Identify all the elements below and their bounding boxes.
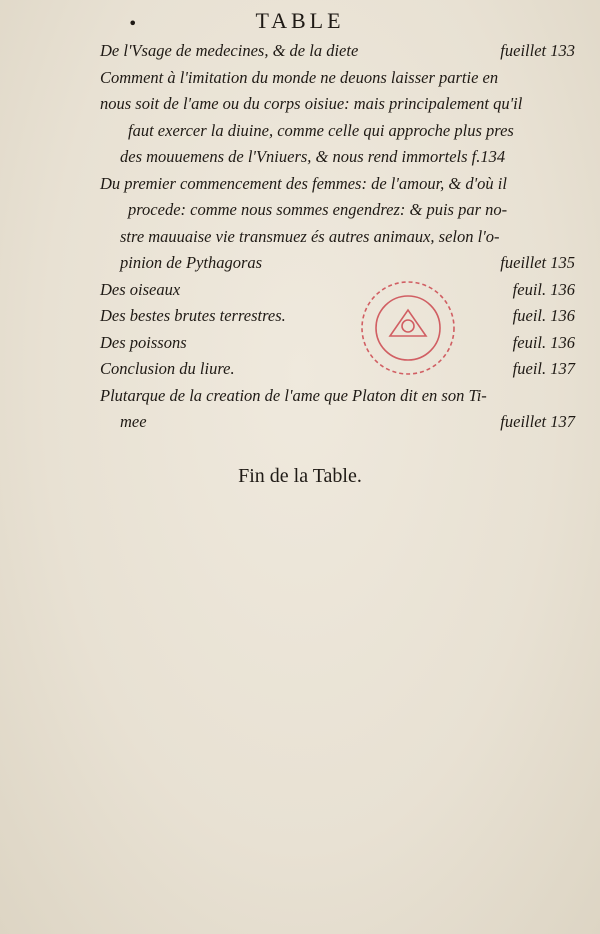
toc-entry-page: feuil. 136 (512, 332, 575, 352)
toc-entry (100, 303, 575, 330)
toc-entry-text: Du premier commencement des femmes: de l'amour, & d'où il (100, 173, 507, 193)
toc-entry (100, 409, 575, 436)
toc-entry-text: De l'Vsage de medecines, & de la diete (100, 41, 359, 60)
toc-entry-text: Comment à l'imitation du monde ne deuons laisser partie en (100, 67, 499, 87)
toc-entry (100, 171, 575, 198)
toc-entry-page: fueillet 137 (500, 412, 575, 431)
toc-entry-text: des mouuemens de l'Vniuers, & nous rend immortels f.134 (120, 147, 506, 166)
toc-entry (100, 250, 575, 277)
toc-entry (100, 65, 575, 92)
toc-entry-text: Des oiseaux (100, 279, 181, 299)
toc-entry-page: feuil. 136 (512, 279, 575, 299)
toc-entry (100, 91, 575, 118)
toc-entry (100, 277, 575, 304)
toc-entry (100, 383, 575, 410)
toc-entry-page: fueillet 135 (500, 253, 575, 272)
toc-entry-text: Des bestes brutes terrestres. (100, 306, 286, 325)
toc-entry-text: mee (120, 412, 147, 431)
header-bullet: • (128, 14, 138, 33)
toc-entry (100, 330, 575, 357)
end-of-table-text: Fin de la Table. (238, 465, 362, 487)
toc-entry-text: pinion de Pythagoras (120, 253, 263, 272)
toc-entry (100, 356, 575, 383)
toc-entry-page: fueillet 133 (500, 41, 575, 60)
table-of-contents (100, 38, 575, 436)
toc-entry-page: fueil. 137 (512, 359, 575, 378)
toc-entry (100, 197, 575, 224)
toc-entry-text: nous soit de l'ame ou du corps oisiue: mais principalement qu'il (100, 94, 523, 113)
toc-entry-page: fueil. 136 (512, 306, 575, 325)
toc-entry-text: Plutarque de la creation de l'ame que Platon dit en son Ti- (100, 385, 487, 405)
toc-entry (100, 144, 575, 171)
toc-entry-text: Des poissons (100, 332, 187, 352)
toc-entry (100, 38, 575, 65)
toc-entry-text: stre mauuaise vie transmuez és autres animaux, selon l'o- (120, 226, 500, 246)
page-title: TABLE (255, 8, 345, 33)
toc-entry-text: procede: comme nous sommes engendrez: & puis par no- (128, 200, 508, 219)
toc-entry-text: faut exercer la diuine, comme celle qui approche plus pres (128, 120, 514, 140)
toc-entry (100, 118, 575, 145)
toc-entry (100, 224, 575, 251)
toc-entry-text: Conclusion du liure. (100, 359, 235, 378)
library-stamp (356, 276, 460, 380)
